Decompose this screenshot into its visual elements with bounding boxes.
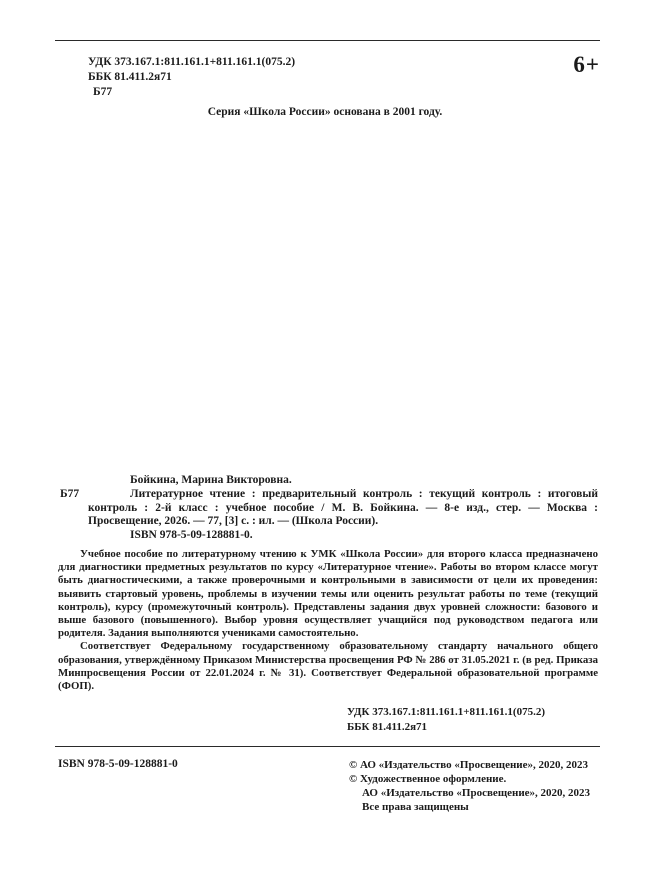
top-rule xyxy=(55,40,600,41)
isbn-footer: ISBN 978-5-09-128881-0 xyxy=(58,758,178,770)
annotation-paragraph-1: Учебное пособие по литературному чтению к УМК «Школа России» для второго класса предназначено для диагностики предметных результатов по курсу «Литературное чтение». Работы во втором классе могут быть диагностическими, а также проверочными и контрольными в зависимости от цели их проведения: выявить стартовый уровень, проблемы в изучении темы или оценить результат работы по теме (текущий контроль), курсу (промежуточный контроль). Представлены задания двух уровней сложности: базового и выше базового (повышенного). Выбор уровня осуществляет учащийся под руководством педагога или родителя. Задания выполняются учениками самостоятельно. xyxy=(58,548,598,640)
copyright-line-rights: Все права защищены xyxy=(362,801,469,813)
bib-entry: Литературное чтение : предварительный контроль : текущий контроль : итоговый контроль : 2-й класс : учебное пособие / М. В. Бойкина. — 8-е изд., стер. — Москва : Просвещение, 2026. — 77, [3] с. : ил. — (Школа России). xyxy=(88,487,598,528)
series-note: Серия «Школа России» основана в 2001 году. xyxy=(207,106,443,118)
bottom-rule xyxy=(55,746,600,747)
classification-codes-bottom xyxy=(347,705,545,735)
copyright-line-publisher-2: АО «Издательство «Просвещение», 2020, 2023 xyxy=(362,787,591,799)
annotation xyxy=(58,548,598,693)
bbk-code-bottom: ББК 81.411.2я71 xyxy=(346,721,428,733)
classification-codes-top xyxy=(88,55,295,100)
annotation-paragraph-2: Соответствует Федеральному государственному образовательному стандарту начального общего образования, утверждённому Приказом Министерства просвещения РФ № 286 от 31.05.2021 г. (в ред. Приказа Минпросвещения России от 22.01.2024 г. № 31). Соответствует Федеральной образовательной программе (ФОП). xyxy=(58,640,598,693)
udk-code-bottom: УДК 373.167.1:811.161.1+811.161.1(075.2) xyxy=(346,706,545,718)
bibliographic-record xyxy=(60,474,598,543)
bib-isbn: ISBN 978-5-09-128881-0. xyxy=(130,529,253,542)
bib-author: Бойкина, Марина Викторовна. xyxy=(130,474,292,486)
udk-code-top: УДК 373.167.1:811.161.1+811.161.1(075.2) xyxy=(88,56,296,68)
copyright-block xyxy=(349,758,590,814)
author-sign-code-margin: Б77 xyxy=(60,487,80,500)
bbk-code-top: ББК 81.411.2я71 xyxy=(88,71,172,83)
author-sign-code-top: Б77 xyxy=(93,86,113,98)
age-rating-badge: 6+ xyxy=(573,52,600,77)
copyright-line-art: © Художественное оформление. xyxy=(349,773,507,785)
copyright-line-publisher: © АО «Издательство «Просвещение», 2020, 2023 xyxy=(349,759,589,771)
